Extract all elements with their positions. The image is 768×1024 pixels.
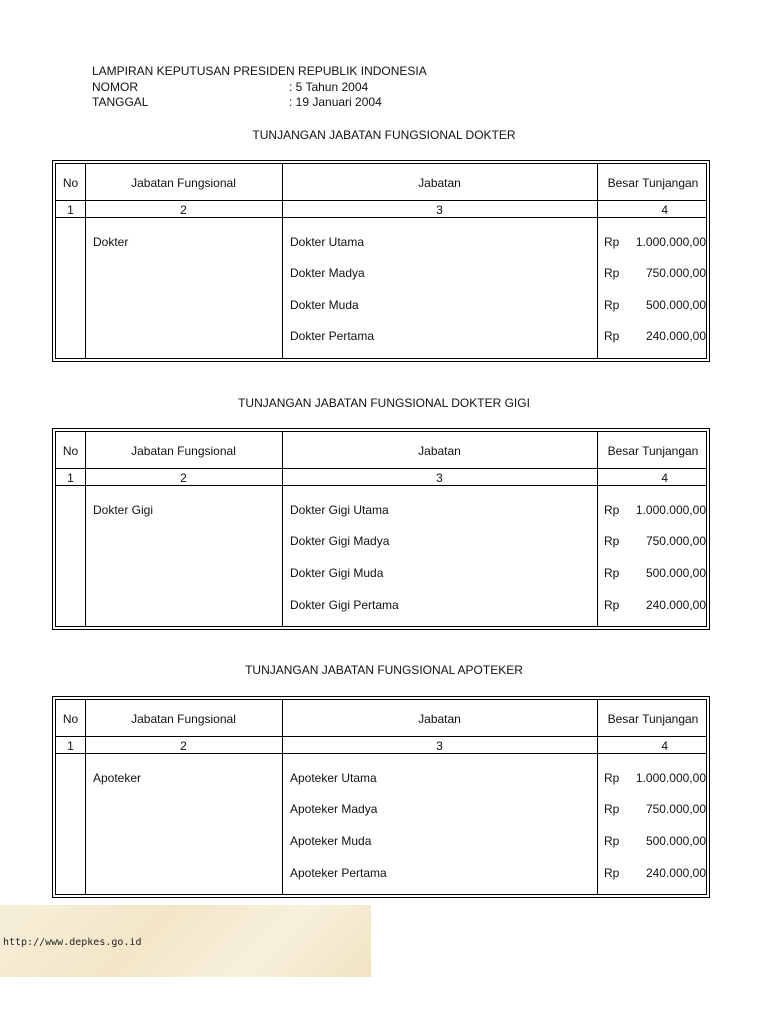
amount-value: 240.000,00 — [645, 329, 706, 343]
amount-value: 1.000.000,00 — [635, 771, 706, 785]
document-header — [92, 64, 427, 111]
amount-value: 750.000,00 — [645, 266, 706, 280]
col-number-3: 3 — [436, 203, 443, 217]
amount-value: 750.000,00 — [645, 534, 706, 548]
currency-label: Rp — [604, 329, 620, 343]
jabatan-name: Dokter Gigi Madya — [290, 534, 390, 548]
col-header-jabatan-fungsional: Jabatan Fungsional — [131, 444, 236, 458]
col-header-no: No — [62, 712, 79, 726]
col-header-no: No — [62, 444, 79, 458]
col-number-2: 2 — [180, 203, 187, 217]
table-apoteker — [52, 696, 710, 898]
jabatan-name: Dokter Gigi Muda — [290, 566, 384, 580]
col-header-besar-tunjangan: Besar Tunjangan — [607, 176, 699, 190]
tanggal-label: TANGGAL — [92, 95, 149, 109]
col-header-besar-tunjangan: Besar Tunjangan — [607, 444, 699, 458]
currency-label: Rp — [604, 503, 620, 517]
currency-label: Rp — [604, 771, 620, 785]
col-number-1: 1 — [67, 471, 74, 485]
section-title-apoteker: TUNJANGAN JABATAN FUNGSIONAL APOTEKER — [245, 663, 523, 677]
currency-label: Rp — [604, 298, 620, 312]
col-number-2: 2 — [180, 471, 187, 485]
nomor-label: NOMOR — [92, 79, 138, 94]
jabatan-name: Apoteker Muda — [290, 834, 372, 848]
amount-value: 240.000,00 — [645, 598, 706, 612]
section-title-dokter: TUNJANGAN JABATAN FUNGSIONAL DOKTER — [252, 128, 516, 142]
fungsional-name: Apoteker — [93, 771, 142, 785]
header-title: LAMPIRAN KEPUTUSAN PRESIDEN REPUBLIK INDONESIA — [92, 64, 427, 78]
jabatan-name: Dokter Utama — [290, 235, 365, 249]
table-dokter-gigi — [52, 428, 710, 630]
col-number-2: 2 — [180, 739, 187, 753]
amount-value: 1.000.000,00 — [635, 235, 706, 249]
jabatan-name: Dokter Madya — [290, 266, 365, 280]
currency-label: Rp — [604, 566, 620, 580]
amount-value: 240.000,00 — [645, 866, 706, 880]
col-header-jabatan: Jabatan — [418, 712, 461, 726]
jabatan-name: Dokter Muda — [290, 298, 359, 312]
col-header-jabatan-fungsional: Jabatan Fungsional — [131, 712, 236, 726]
amount-value: 1.000.000,00 — [635, 503, 706, 517]
amount-value: 750.000,00 — [645, 802, 706, 816]
tanggal-value: : 19 Januari 2004 — [289, 95, 382, 109]
col-number-1: 1 — [67, 739, 74, 753]
amount-value: 500.000,00 — [645, 834, 706, 848]
col-number-4: 4 — [661, 203, 668, 217]
nomor-row — [92, 80, 427, 96]
tanggal-row — [92, 95, 427, 111]
col-header-besar-tunjangan: Besar Tunjangan — [607, 712, 699, 726]
col-header-jabatan: Jabatan — [418, 176, 461, 190]
nomor-value: : 5 Tahun 2004 — [289, 79, 369, 94]
col-header-no: No — [62, 176, 79, 190]
col-header-jabatan-fungsional: Jabatan Fungsional — [131, 176, 236, 190]
currency-label: Rp — [604, 802, 620, 816]
footer-banner — [0, 905, 371, 977]
currency-label: Rp — [604, 598, 620, 612]
jabatan-name: Apoteker Madya — [290, 802, 378, 816]
jabatan-name: Apoteker Utama — [290, 771, 377, 785]
fungsional-name: Dokter Gigi — [93, 503, 154, 517]
col-number-1: 1 — [67, 203, 74, 217]
col-header-jabatan: Jabatan — [418, 444, 461, 458]
footer-url-link[interactable]: http://www.depkes.go.id — [3, 937, 142, 948]
section-title-dokter-gigi: TUNJANGAN JABATAN FUNGSIONAL DOKTER GIGI — [238, 396, 530, 410]
jabatan-name: Dokter Gigi Utama — [290, 503, 389, 517]
col-number-3: 3 — [436, 471, 443, 485]
fungsional-name: Dokter — [93, 235, 129, 249]
col-number-3: 3 — [436, 739, 443, 753]
currency-label: Rp — [604, 235, 620, 249]
col-number-4: 4 — [661, 739, 668, 753]
jabatan-name: Apoteker Pertama — [290, 866, 387, 880]
currency-label: Rp — [604, 866, 620, 880]
col-number-4: 4 — [661, 471, 668, 485]
jabatan-name: Dokter Gigi Pertama — [290, 598, 399, 612]
amount-value: 500.000,00 — [645, 298, 706, 312]
currency-label: Rp — [604, 266, 620, 280]
currency-label: Rp — [604, 834, 620, 848]
amount-value: 500.000,00 — [645, 566, 706, 580]
table-dokter — [52, 160, 710, 362]
jabatan-name: Dokter Pertama — [290, 329, 375, 343]
currency-label: Rp — [604, 534, 620, 548]
